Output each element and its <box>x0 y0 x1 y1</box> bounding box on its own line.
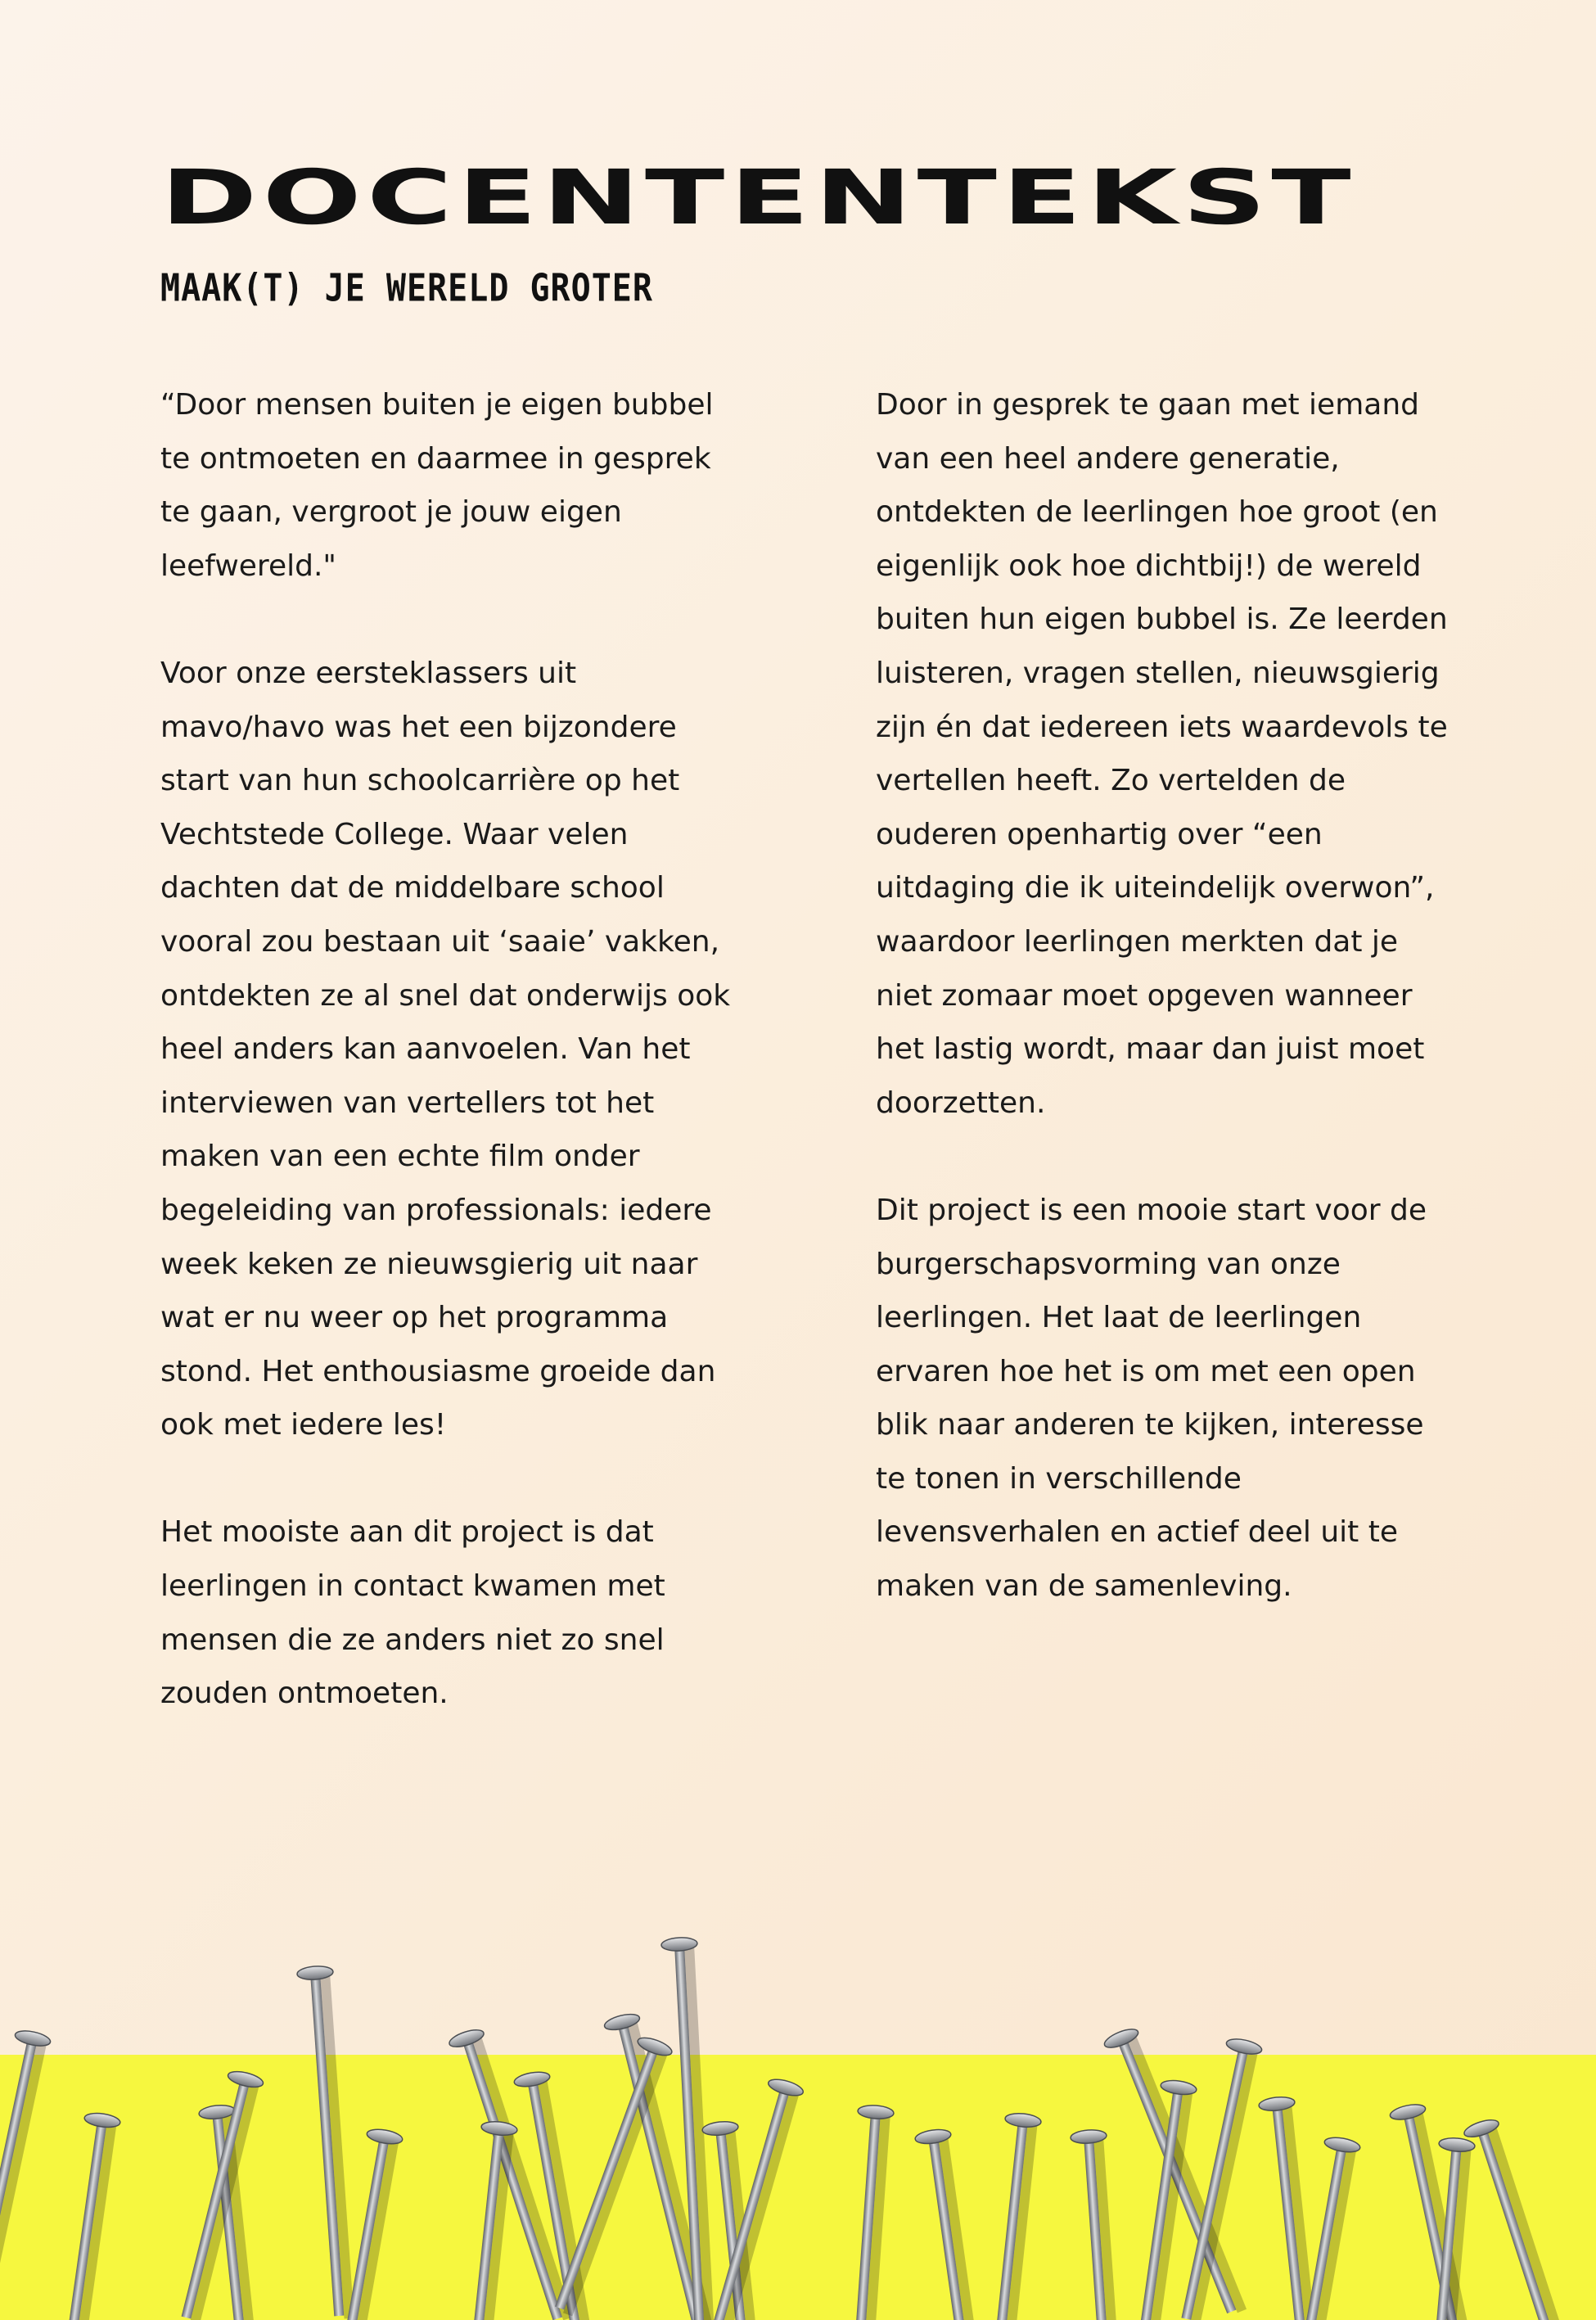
scattered-nails-image <box>0 1924 1596 2320</box>
nail-shape <box>914 2128 980 2320</box>
body-paragraph: Het mooiste aan dit project is dat leerlingen in contact kwamen met mensen die ze anders niet zo snel zouden ontmoeten. <box>160 1515 665 1711</box>
nail-shape <box>700 2076 805 2320</box>
nail-shape <box>0 2029 52 2320</box>
footer-decoration <box>0 1924 1596 2320</box>
nail-shape <box>1258 2096 1319 2320</box>
body-paragraph: Dit project is een mooie start voor de burgerschapsvorming van onze leerlingen. Het laat de leerlingen ervaren hoe het is om met een open blik naar anderen te kijken, interesse te tonen in verschillende levensverhalen en actief deel uit te maken van de samenleving. <box>876 1193 1427 1604</box>
nail-shape <box>296 1965 357 2320</box>
nail-shape <box>459 2120 518 2320</box>
page-title: DOCENTENTEKST <box>160 154 1356 241</box>
right-text-column <box>876 378 1449 1667</box>
nail-shape <box>842 2104 895 2320</box>
nail-shape <box>54 2111 120 2320</box>
body-paragraph: Voor onze eersteklassers uit mavo/havo was het een bijzondere start van hun schoolcarrière op het Vechtstede College. Waar velen dachten dat de middelbare school vooral zou bestaan uit ‘saaie’ vakken, ontdekten ze al snel dat onderwijs ook heel anders kan aanvoelen. Van het interviewen van vertellers tot het maken van een echte film onder begeleiding van professionals: iedere week keken ze nieuwsgierig uit naar wat er nu weer op het programma stond. Het enthousiasme groeide dan ook met iedere les! <box>160 656 731 1442</box>
nail-shape <box>1070 2128 1120 2320</box>
quote-paragraph: “Door mensen buiten je eigen bubbel te ontmoeten en daarmee in gesprek te gaan, vergroot je jouw eigen leefwereld." <box>160 388 714 583</box>
page-subtitle: MAAK(T) JE WERELD GROTER <box>160 267 653 310</box>
nail-shape <box>1463 2117 1566 2320</box>
nail-shape <box>983 2112 1042 2320</box>
left-text-column <box>160 378 733 1774</box>
body-paragraph: Door in gesprek te gaan met iemand van een heel andere generatie, ontdekten de leerlingen hoe groot (en eigenlijk ook hoe dichtbij!) de wereld buiten hun eigen bubbel is. Ze leerden luisteren, vragen stellen, nieuwsgierig zijn én dat iedereen iets waardevols te vertellen heeft. Zo vertelden de ouderen openhartig over “een uitdaging die ik uiteindelijk overwon”, waardoor leerlingen merkten dat je niet zomaar moet opgeven wanneer het lastig wordt, maar dan juist moet doorzetten. <box>876 388 1448 1120</box>
